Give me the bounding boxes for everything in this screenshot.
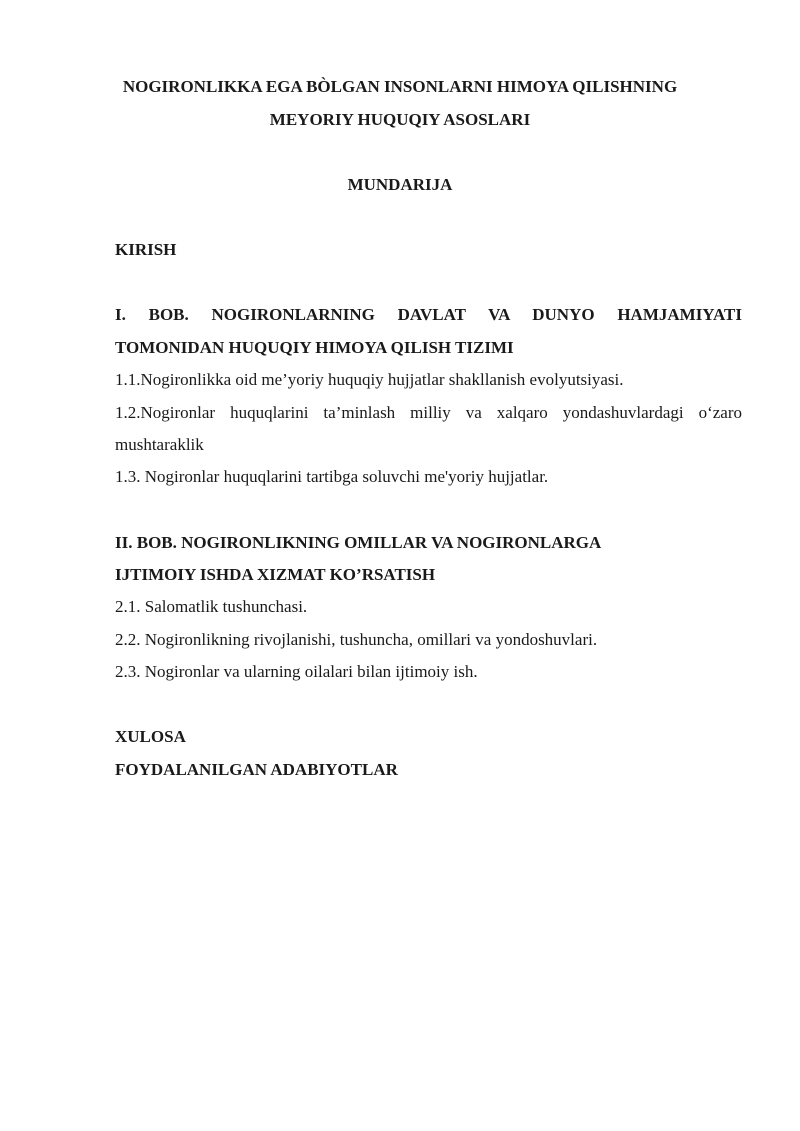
chapter1-item-3: 1.3. Nogironlar huquqlarini tartibga soluvchi me'yoriy hujjatlar. <box>115 467 549 486</box>
conclusion-heading: XULOSA <box>115 727 186 746</box>
chapter2-item-3: 2.3. Nogironlar va ularning oilalari bilan ijtimoiy ish. <box>115 662 478 681</box>
contents-heading: MUNDARIJA <box>347 175 453 194</box>
chapter2-item-1: 2.1. Salomatlik tushunchasi. <box>115 597 308 616</box>
references-heading: FOYDALANILGAN ADABIYOTLAR <box>115 760 398 779</box>
chapter1-item-2-line-1: 1.2.Nogironlar huquqlarini ta’minlash milliy va xalqaro yondashuvlardagi o‘zaro <box>115 403 742 422</box>
chapter1-heading-line-1: I. BOB. NOGIRONLARNING DAVLAT VA DUNYO HAMJAMIYATI <box>115 305 742 324</box>
chapter2-heading-line-2: IJTIMOIY ISHDA XIZMAT KO’RSATISH <box>115 565 436 584</box>
intro-heading: KIRISH <box>115 240 177 259</box>
chapter1-item-2-line-2: mushtaraklik <box>115 435 204 454</box>
document-title-line-1: NOGIRONLIKKA EGA BÒLGAN INSONLARNI HIMOYA QILISHNING <box>122 77 678 96</box>
chapter1-heading-line-2: TOMONIDAN HUQUQIY HIMOYA QILISH TIZIMI <box>115 338 514 357</box>
chapter2-item-2: 2.2. Nogironlikning rivojlanishi, tushuncha, omillari va yondoshuvlari. <box>115 630 598 649</box>
chapter2-heading-line-1: II. BOB. NOGIRONLIKNING OMILLAR VA NOGIRONLARGA <box>115 533 602 552</box>
document-title-line-2: MEYORIY HUQUQIY ASOSLARI <box>269 110 531 129</box>
chapter1-item-1: 1.1.Nogironlikka oid me’yoriy huquqiy hujjatlar shakllanish evolyutsiyasi. <box>115 370 624 389</box>
